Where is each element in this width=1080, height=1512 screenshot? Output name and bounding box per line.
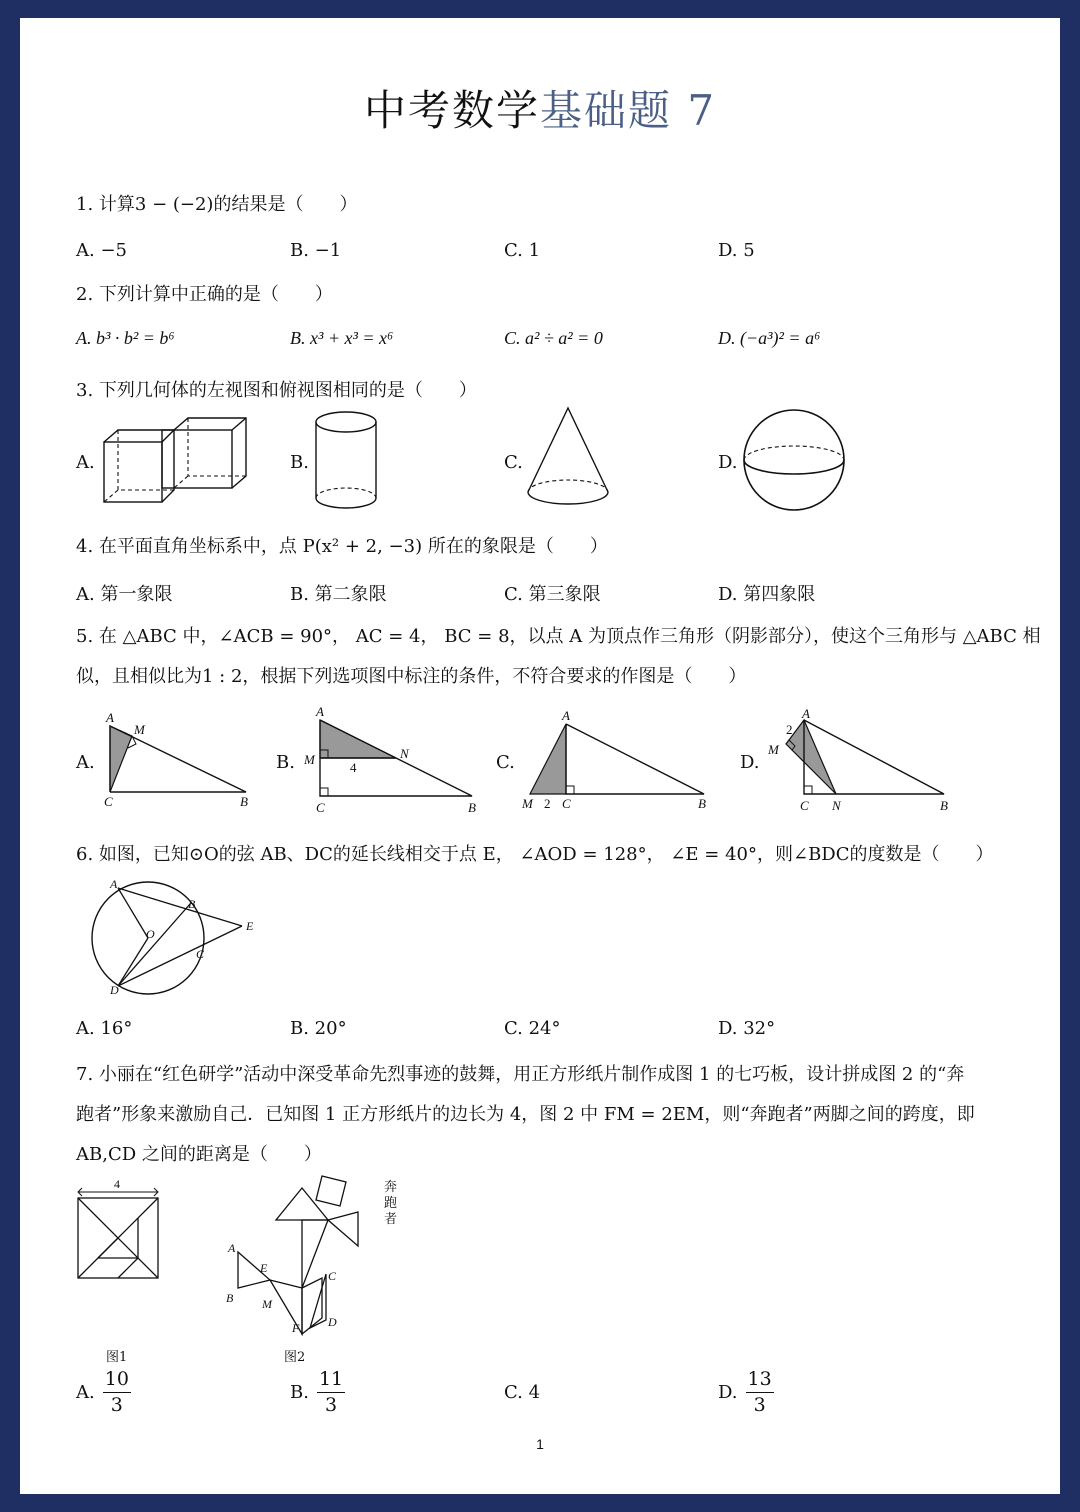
q7-fig2-label-f: F: [292, 1321, 300, 1335]
q7-option-d-fraction: [746, 1367, 774, 1416]
question-6-stem: 6. 如图，已知⊙O的弦 AB、DC的延长线相交于点 E， ∠AOD = 128°， ∠E = 40°，则∠BDC的度数是（ ）: [76, 844, 994, 865]
q6-option-c: C. 24°: [504, 1018, 561, 1039]
q1-option-d: D. 5: [718, 240, 755, 261]
q7-option-d-denominator: 3: [753, 1393, 766, 1416]
q5b-label-m: M: [304, 752, 315, 767]
q7-fig1-caption: 图1: [106, 1350, 128, 1365]
q7-option-b-denominator: 3: [325, 1393, 338, 1416]
q5d-label-2: 2: [786, 722, 793, 737]
q7-fig2-label-b: B: [226, 1291, 234, 1305]
question-1-stem: 1. 计算3 − (−2)的结果是（ ）: [76, 194, 358, 215]
q6-label-b: B: [188, 897, 196, 911]
q7-option-b-label: B.: [290, 1381, 309, 1403]
q7-option-a-label: A.: [76, 1381, 95, 1403]
q7-fig2-label-a: A: [228, 1241, 236, 1255]
q3-option-b: B.: [290, 452, 309, 473]
q7-fig2-label-c: C: [328, 1269, 337, 1283]
q3-option-a: A.: [76, 452, 95, 473]
q5c-label-a: A: [562, 708, 570, 723]
title-main: 中考数学: [363, 86, 540, 135]
question-5-stem-line2: 似，且相似比为1 : 2，根据下列选项图中标注的条件，不符合要求的作图是（ ）: [76, 666, 747, 687]
q5b-label-a: A: [316, 704, 324, 719]
question-7-stem-line2: 跑者”形象来激励自己．已知图 1 正方形纸片的边长为 4，图 2 中 FM = 2EM，则“奔跑者”两脚之间的跨度，即: [76, 1104, 975, 1125]
q7-option-a-denominator: 3: [110, 1393, 123, 1416]
q7-fig2-label-d: D: [328, 1315, 337, 1329]
q6-label-c: C: [196, 947, 205, 961]
question-2-stem: 2. 下列计算中正确的是（ ）: [76, 284, 333, 305]
q5-figure-a: [100, 708, 260, 810]
q3-option-d: D.: [718, 452, 738, 473]
q7-option-b: [290, 1366, 345, 1418]
q2-option-c: C. a² ÷ a² = 0: [504, 328, 603, 348]
q3-two-cubes-figure: [100, 412, 250, 508]
q5b-label-n: N: [400, 746, 409, 761]
q3-option-c: C.: [504, 452, 523, 473]
q1-option-c: C. 1: [504, 240, 541, 261]
q5b-label-4: 4: [350, 760, 357, 775]
question-4-stem: 4. 在平面直角坐标系中，点 P(x² + 2, −3) 所在的象限是（ ）: [76, 536, 608, 557]
q5a-label-m: M: [134, 722, 145, 737]
q7-fig2-label-m: M: [262, 1297, 272, 1311]
q5-option-a: A.: [76, 752, 95, 773]
q5-option-b: B.: [276, 752, 295, 773]
q3-cylinder-figure: [312, 408, 384, 512]
q7-option-d-label: D.: [718, 1381, 738, 1403]
q5a-label-b: B: [240, 794, 248, 809]
q6-option-b: B. 20°: [290, 1018, 347, 1039]
q4-option-b: B. 第二象限: [290, 584, 387, 605]
q5d-label-m: M: [768, 742, 779, 757]
q7-fig1-side-label: 4: [114, 1177, 120, 1191]
q5b-label-c: C: [316, 800, 325, 815]
q7-option-b-fraction: [317, 1367, 345, 1416]
q5-figure-b: [300, 704, 486, 816]
q4-option-d: D. 第四象限: [718, 584, 816, 605]
q5d-label-a: A: [802, 706, 810, 721]
q6-label-e: E: [246, 919, 254, 933]
q5d-label-b: B: [940, 798, 948, 813]
title-accent: 基础题 7: [539, 86, 717, 135]
page-number: 1: [536, 1436, 544, 1452]
q5c-label-2: 2: [544, 796, 551, 811]
q6-option-d: D. 32°: [718, 1018, 776, 1039]
q6-label-o: O: [146, 927, 155, 941]
q2-option-b: B. x³ + x³ = x⁶: [290, 328, 394, 348]
q2-option-d: D. (−a³)² = a⁶: [718, 328, 821, 348]
question-7-stem-line3: AB,CD 之间的距离是（ ）: [76, 1144, 322, 1165]
q6-label-d: D: [110, 983, 119, 997]
q5a-label-a: A: [106, 710, 114, 725]
q5d-label-n: N: [832, 798, 841, 813]
q6-label-a: A: [110, 877, 118, 891]
q7-option-a: [76, 1366, 131, 1418]
q5c-label-m: M: [522, 796, 533, 811]
q7-option-d: [718, 1366, 774, 1418]
page-title: [0, 78, 1080, 138]
q7-tangram-figure-1: [72, 1176, 164, 1286]
q6-circle-figure: [84, 876, 270, 1000]
q7-fig2-caption: 图2: [284, 1350, 306, 1365]
q5-option-d: D.: [740, 752, 760, 773]
q5a-label-c: C: [104, 794, 113, 809]
q5c-label-b: B: [698, 796, 706, 811]
q4-option-a: A. 第一象限: [76, 584, 173, 605]
question-5-stem-line1: 5. 在 △ABC 中，∠ACB = 90°， AC = 4， BC = 8，以点 A 为顶点作三角形（阴影部分），使这个三角形与 △ABC 相: [76, 626, 1041, 647]
q5-figure-c: [520, 708, 716, 812]
q3-sphere-figure: [740, 408, 850, 512]
q5c-label-c: C: [562, 796, 571, 811]
q7-runner-label: 奔跑者: [384, 1180, 398, 1227]
q7-fig2-label-e: E: [260, 1261, 268, 1275]
q5-option-c: C.: [496, 752, 515, 773]
q7-option-a-fraction: [103, 1367, 131, 1416]
question-7-stem-line1: 7. 小丽在“红色研学”活动中深受革命先烈事迹的鼓舞，用正方形纸片制作成图 1 的七巧板，设计拼成图 2 的“奔: [76, 1064, 965, 1085]
q5b-label-b: B: [468, 800, 476, 815]
question-3-stem: 3. 下列几何体的左视图和俯视图相同的是（ ）: [76, 380, 477, 401]
q5d-label-c: C: [800, 798, 809, 813]
q7-option-c: [504, 1366, 540, 1418]
q5-figure-d: [762, 706, 958, 814]
q2-option-a: A. b³ · b² = b⁶: [76, 328, 175, 348]
q6-option-a: A. 16°: [76, 1018, 133, 1039]
q3-cone-figure: [524, 404, 614, 516]
q7-option-a-numerator: 10: [103, 1370, 131, 1393]
q7-option-d-numerator: 13: [746, 1370, 774, 1393]
q7-tangram-figure-2: [222, 1168, 372, 1340]
q7-option-c-label: C. 4: [504, 1381, 541, 1403]
q1-option-a: A. −5: [76, 240, 127, 261]
q4-option-c: C. 第三象限: [504, 584, 601, 605]
q7-option-b-numerator: 11: [317, 1370, 345, 1393]
q1-option-b: B. −1: [290, 240, 342, 261]
